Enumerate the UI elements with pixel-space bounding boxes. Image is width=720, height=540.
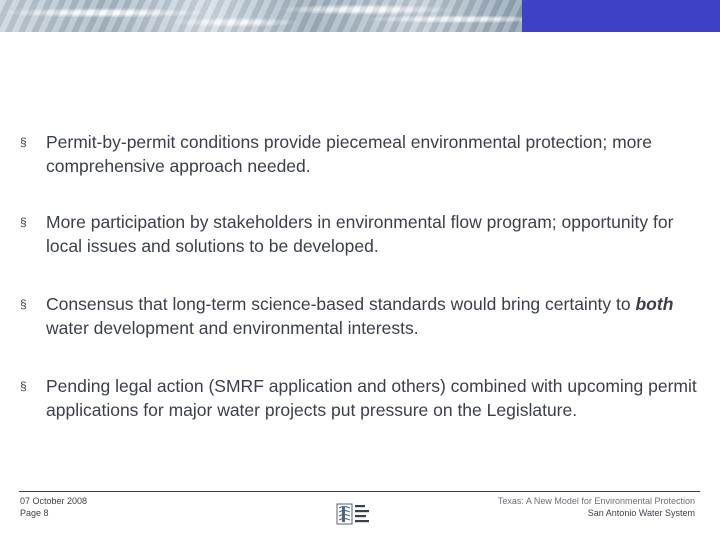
bullet-emphasis: both bbox=[635, 294, 674, 314]
bullet-marker-icon: § bbox=[20, 135, 27, 149]
bullet-text: More participation by stakeholders in environmental flow program; opportunity for local issues and solutions to be developed. bbox=[46, 212, 674, 256]
bullet-item bbox=[20, 374, 700, 422]
saws-logo-icon bbox=[336, 502, 378, 526]
bullet-text: Pending legal action (SMRF application and others) combined with upcoming permit applications for major water projects put pressure on the Legislature. bbox=[46, 376, 697, 420]
footer-date: 07 October 2008 bbox=[20, 496, 88, 506]
bullet-text: Permit-by-permit conditions provide piecemeal environmental protection; more comprehensive approach needed. bbox=[46, 132, 652, 176]
bullet-marker-icon: § bbox=[20, 379, 27, 393]
header-banner bbox=[0, 0, 720, 32]
footer-left bbox=[20, 495, 87, 519]
bullet-item bbox=[20, 130, 700, 178]
bullet-text-part: Consensus that long-term science-based standards would bring certainty to bbox=[46, 294, 636, 314]
footer-organization: San Antonio Water System bbox=[587, 508, 695, 518]
water-texture-image bbox=[0, 0, 522, 32]
bullet-item bbox=[20, 210, 700, 258]
bullet-text bbox=[46, 292, 700, 340]
bullet-marker-icon: § bbox=[20, 297, 27, 311]
banner-color-bar bbox=[522, 0, 720, 32]
footer-divider bbox=[19, 491, 700, 492]
footer-page-number: Page 8 bbox=[20, 508, 49, 518]
footer-presentation-title: Texas: A New Model for Environmental Protection bbox=[497, 496, 695, 506]
footer-right bbox=[498, 495, 695, 519]
bullet-item bbox=[20, 292, 700, 340]
bullet-text-part: water development and environmental interests. bbox=[46, 318, 419, 338]
bullet-marker-icon: § bbox=[20, 215, 27, 229]
